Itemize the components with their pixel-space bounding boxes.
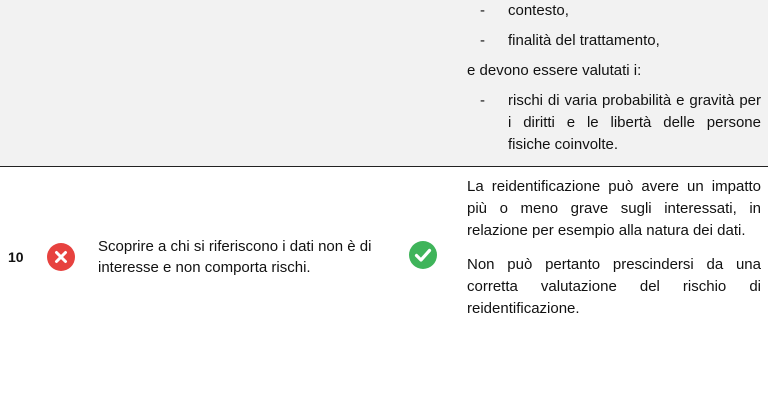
intro-text: e devono essere valutati i: bbox=[467, 62, 642, 79]
bullet-dash: - bbox=[480, 92, 485, 109]
bullet-dash: - bbox=[480, 2, 485, 19]
check-mark-icon bbox=[409, 241, 437, 269]
list-item-text: finalità del trattamento, bbox=[508, 32, 660, 49]
x-mark-icon bbox=[47, 243, 75, 271]
list-item bbox=[467, 30, 761, 52]
list-item-text: contesto, bbox=[508, 2, 569, 19]
statement-text: Scoprire a chi si riferiscono i dati non è di interesse e non comporta rischi. bbox=[98, 238, 372, 276]
table-row bbox=[0, 167, 768, 407]
table-row-previous bbox=[0, 0, 768, 167]
list-item bbox=[467, 0, 761, 22]
bullet-dash: - bbox=[480, 32, 485, 49]
explanation-paragraph: La reidentificazione può avere un impatto più o meno grave sugli interessati, in relazione per esempio alla natura dei dati. bbox=[467, 178, 761, 239]
list-item bbox=[467, 90, 761, 156]
explanation-cell bbox=[467, 0, 761, 156]
explanation-cell bbox=[467, 176, 761, 320]
list-item-text: rischi di varia probabilità e gravità per i diritti e le libertà delle persone fisiche coinvolte. bbox=[508, 92, 761, 153]
explanation-paragraph: Non può pertanto prescindersi da una corretta valutazione del rischio di reidentificazione. bbox=[467, 256, 761, 317]
row-number: 10 bbox=[8, 249, 24, 265]
